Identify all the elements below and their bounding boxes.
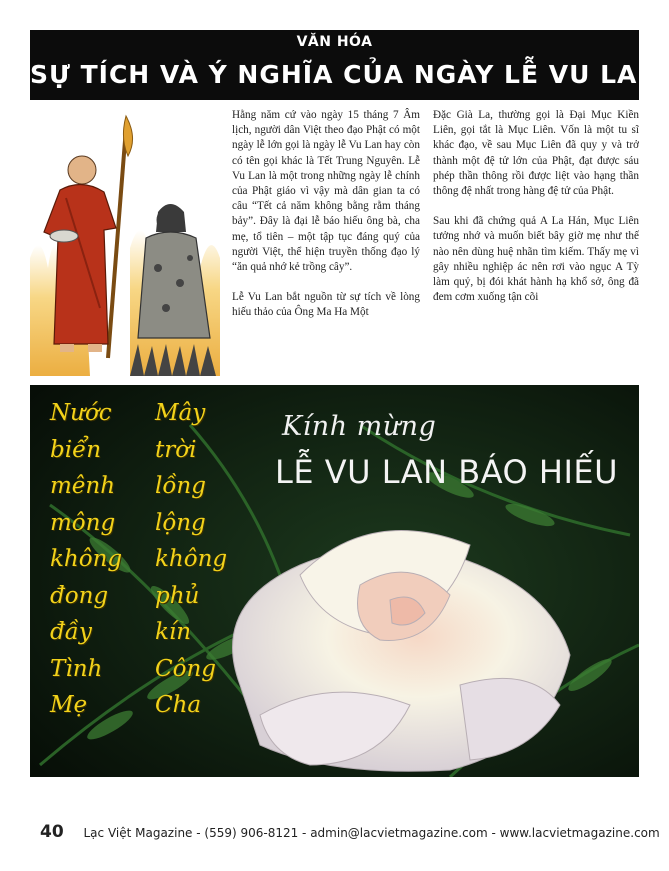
poem-column-right xyxy=(155,395,227,724)
article-column-1 xyxy=(232,108,420,336)
greeting-vu-lan: LỄ VU LAN BÁO HIẾU xyxy=(275,453,619,491)
poem-line: Mây xyxy=(155,400,206,426)
page-number: 40 xyxy=(40,822,64,842)
page-footer xyxy=(40,822,660,842)
vu-lan-greeting-photo xyxy=(30,385,639,777)
poem-line: Mẹ xyxy=(50,692,88,718)
poem-line: Tình xyxy=(50,655,103,682)
poem-line: không xyxy=(155,546,228,572)
poem-line: phủ xyxy=(155,582,200,609)
poem-line: mông xyxy=(50,509,116,536)
article-header xyxy=(30,30,660,100)
poem-line: không xyxy=(50,546,123,572)
poem-line: lộng xyxy=(155,509,206,536)
poem-line: kín xyxy=(155,619,192,645)
poem-line: đầy xyxy=(50,619,92,645)
greeting-kinh-mung: Kính mừng xyxy=(282,411,437,442)
article-title: SỰ TÍCH VÀ Ý NGHĨA CỦA NGÀY LỄ VU LAN xyxy=(30,60,660,89)
monk-illustration xyxy=(30,108,220,376)
paragraph: Sau khi đã chứng quả A La Hán, Mục Liên tưởng nhớ và muốn biết bây giờ mẹ như thế nào nên dùng huệ nhãn tìm kiếm. Thấy mẹ vì gây nhiều nghiệp ác nên rơi vào ngục A Tỳ làm quỷ, bị đói khát hành hạ khổ sở, ông đã đem cơm xuống tận cõi xyxy=(433,215,639,304)
footer-contact: Lạc Việt Magazine - (559) 906-8121 - admin@lacvietmagazine.com - www.lacvietmagazine.com xyxy=(83,826,660,840)
poem-column-left xyxy=(50,395,122,724)
article-column-2 xyxy=(433,108,639,378)
paragraph: Hằng năm cứ vào ngày 15 tháng 7 Âm lịch, người dân Việt theo đạo Phật có một ngày lễ lớn gọi là ngày lễ Vu Lan hay còn có tên gọi khác là Tết Trung Nguyên. Lễ Vu Lan là một trong những ngày lễ chính của Phật giáo vì vậy mà dân gian ta có câu “Tết cả năm không bằng rằm tháng bảy”. Đây là đại lễ báo hiếu ông bà, cha mẹ, tổ tiên – một tập tục đáng quý của người Việt, thể hiện truyền thống đạo lý “ăn quả nhớ kẻ trồng cây”. xyxy=(232,109,420,274)
poem-line: Nước xyxy=(50,400,112,426)
paragraph: Lễ Vu Lan bắt nguồn từ sự tích về lòng hiếu thảo của Ông Ma Ha Một xyxy=(232,291,420,319)
paragraph: Đặc Già La, thường gọi là Đại Mục Kiền Liên, gọi tắt là Mục Liên. Vốn là một tu sĩ khác đạo, về sau Mục Liên đã quy y và trở thành một đệ tử lớn của Phật, đạt được sáu phép thần thông rồi được liệt vào hạng thần thông đệ nhất trong hàng đệ tử của Phật. xyxy=(433,109,639,198)
poem-line: đong xyxy=(50,582,109,609)
poem-line: lồng xyxy=(155,473,206,499)
poem-line: mênh xyxy=(50,473,116,499)
poem-line: Công xyxy=(155,655,216,682)
poem-line: Cha xyxy=(155,692,202,718)
section-label: VĂN HÓA xyxy=(296,34,373,50)
poem-line: trời xyxy=(155,436,197,463)
poem-line: biển xyxy=(50,436,102,463)
